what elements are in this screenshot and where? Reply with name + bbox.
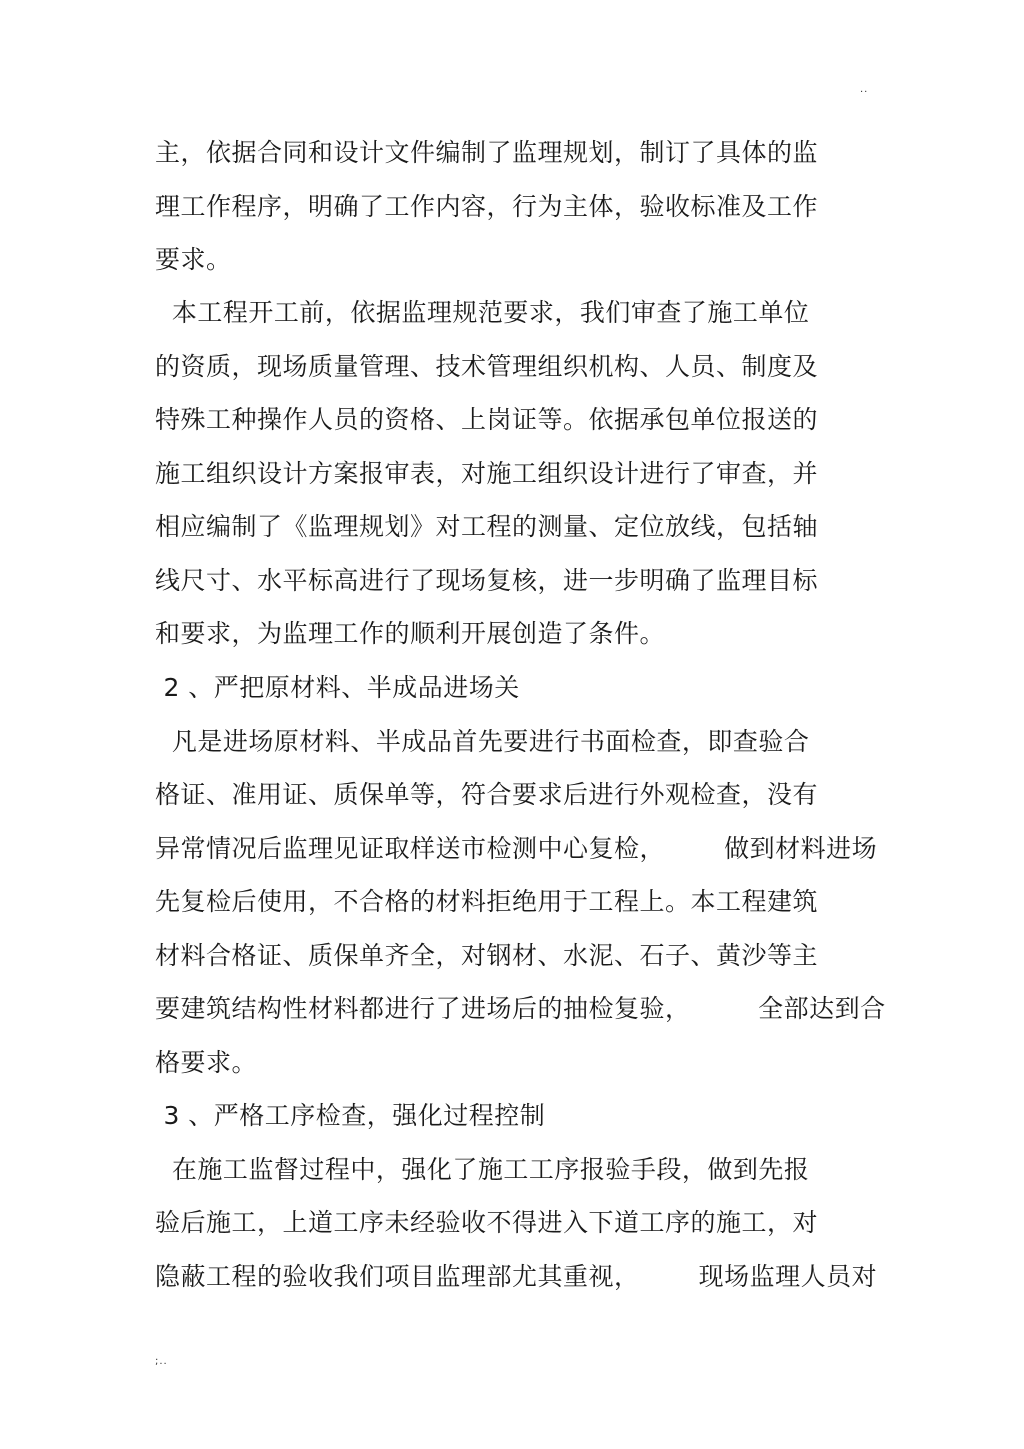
section-heading: 2 、严把原材料、半成品进场关 [155, 673, 520, 702]
text-line: 施工组织设计方案报审表，对施工组织设计进行了审查，并 [155, 459, 819, 488]
text-line: 验后施工，上道工序未经验收不得进入下道工序的施工，对 [155, 1208, 819, 1237]
text-line: 要建筑结构性材料都进行了进场后的抽检复验， 全部达到合 [155, 994, 886, 1023]
text-line: 主，依据合同和设计文件编制了监理规划，制订了具体的监 [155, 138, 819, 167]
page-corner-mark: .. [860, 84, 869, 95]
text-line: 特殊工种操作人员的资格、上岗证等。依据承包单位报送的 [155, 405, 819, 434]
text-line: 异常情况后监理见证取样送市检测中心复检， 做到材料进场 [155, 834, 878, 863]
text-line: 要求。 [155, 245, 232, 274]
text-line: 格要求。 [155, 1048, 258, 1077]
text-line: 线尺寸、水平标高进行了现场复核，进一步明确了监理目标 [155, 566, 819, 595]
page-footer-mark: ;.. [155, 1356, 168, 1367]
text-line: 材料合格证、质保单齐全，对钢材、水泥、石子、黄沙等主 [155, 941, 819, 970]
text-line: 的资质，现场质量管理、技术管理组织机构、人员、制度及 [155, 352, 819, 381]
paragraph-start-line: 在施工监督过程中，强化了施工工序报验手段，做到先报 [155, 1155, 810, 1184]
section-heading: 3 、严格工序检查，强化过程控制 [155, 1101, 546, 1130]
text-line: 和要求，为监理工作的顺利开展创造了条件。 [155, 619, 666, 648]
text-line: 相应编制了《监理规划》对工程的测量、定位放线，包括轴 [155, 512, 819, 541]
text-line: 格证、准用证、质保单等，符合要求后进行外观检查，没有 [155, 780, 819, 809]
text-line: 先复检后使用，不合格的材料拒绝用于工程上。本工程建筑 [155, 887, 819, 916]
text-line: 理工作程序，明确了工作内容，行为主体，验收标准及工作 [155, 192, 819, 221]
paragraph-start-line: 凡是进场原材料、半成品首先要进行书面检查，即查验合 [155, 727, 810, 756]
paragraph-start-line: 本工程开工前，依据监理规范要求，我们审查了施工单位 [155, 298, 810, 327]
text-line: 隐蔽工程的验收我们项目监理部尤其重视， 现场监理人员对 [155, 1262, 878, 1291]
